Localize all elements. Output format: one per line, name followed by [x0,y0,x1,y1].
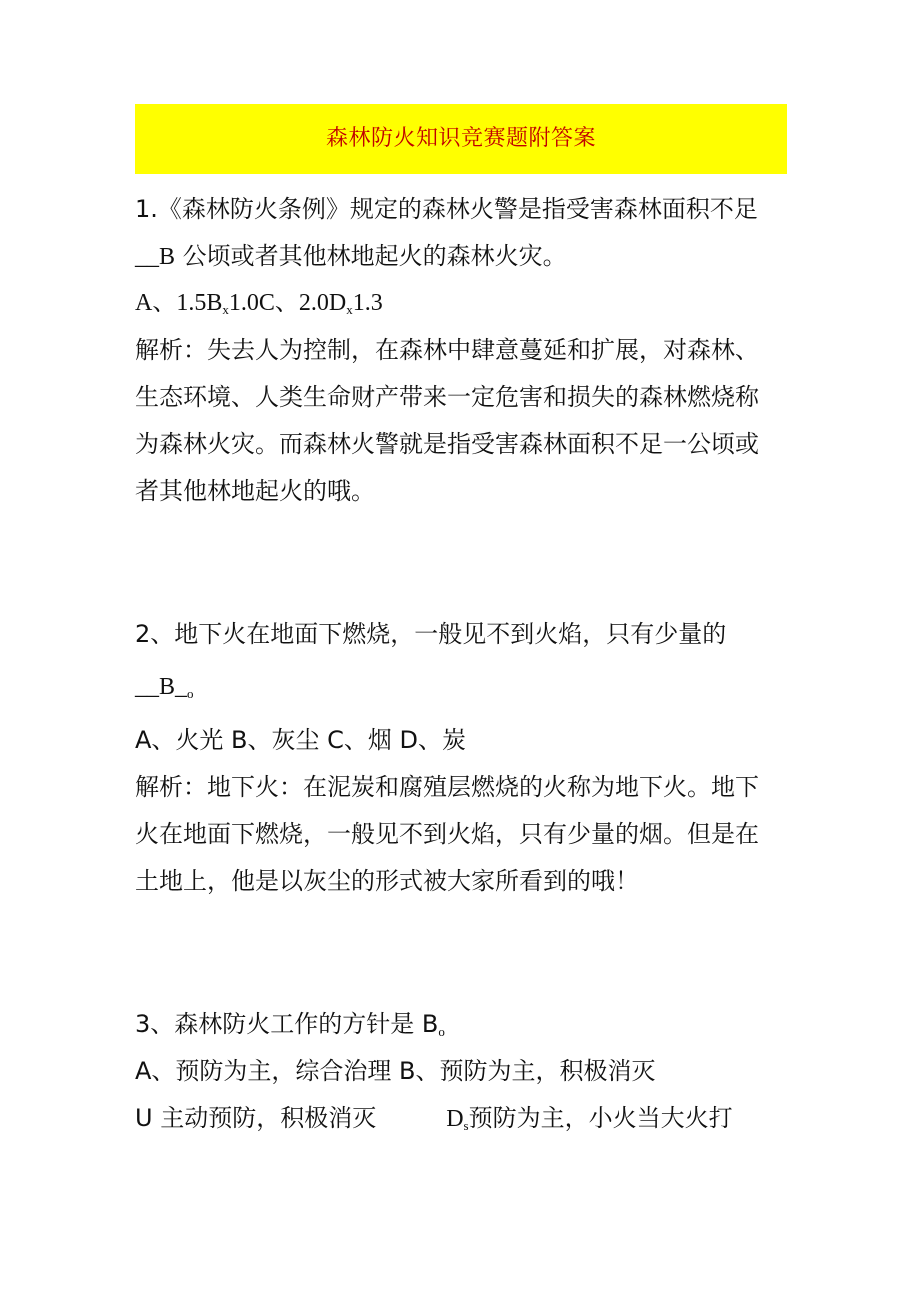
document-body [135,186,787,1142]
analysis-line: 解析：地下火：在泥炭和腐殖层燃烧的火称为地下火。地下 [135,773,759,801]
analysis-line: 火在地面下燃烧，一般见不到火焰，只有少量的烟。但是在 [135,820,759,848]
title-banner [135,104,787,174]
question-1 [135,186,787,515]
question-2-options: A、火光 B、灰尘 C、烟 D、炭 [135,726,467,754]
document-title: 森林防火知识竞赛题附答案 [325,126,596,151]
question-1-analysis [135,327,787,515]
document-page [135,104,787,1142]
question-3-option-d: 预防为主，小火当大火打 [468,1104,733,1132]
analysis-line: 为森林火灾。而森林火警就是指受害森林面积不足一公顷或 [135,430,759,458]
question-2-answer-blank: $\_\_B\__o$ [135,674,194,701]
analysis-line: 解析：失去人为控制，在森林中肆意蔓延和扩展，对森林、 [135,336,759,364]
question-3-option-d-letter: D [446,1106,464,1132]
question-2-stem: 2、地下火在地面下燃烧，一般见不到火焰，只有少量的 [135,620,727,648]
question-1-stem-line-2: __B 公顷或者其他林地起火的森林火灾。 [135,242,567,270]
analysis-line: 生态环境、人类生命财产带来一定危害和损失的森林燃烧称 [135,383,759,411]
question-3-options-line-2: U 主动预防，积极消灭 $D_s$预防为主，小火当大火打 [135,1104,733,1133]
question-2-analysis [135,764,787,905]
analysis-line: 者其他林地起火的哦。 [135,477,375,505]
question-1-stem-line-1: 1.《森林防火条例》规定的森林火警是指受害森林面积不足 [135,195,758,223]
question-3-options-line-1: A、预防为主，综合治理 B、预防为主，积极消灭 [135,1057,656,1085]
analysis-line: 土地上，他是以灰尘的形式被大家所看到的哦！ [135,867,639,895]
question-3-option-c: U 主动预防，积极消灭 [135,1104,377,1132]
question-3-stem: 3、森林防火工作的方针是 $B_o$ [135,1010,445,1039]
question-3 [135,1001,787,1142]
question-1-options: A、$1.5B_x1.0C$、$2.0D_x1.3$ [135,290,383,317]
question-2 [135,611,787,905]
question-1-answer-blank: __B [135,244,176,270]
